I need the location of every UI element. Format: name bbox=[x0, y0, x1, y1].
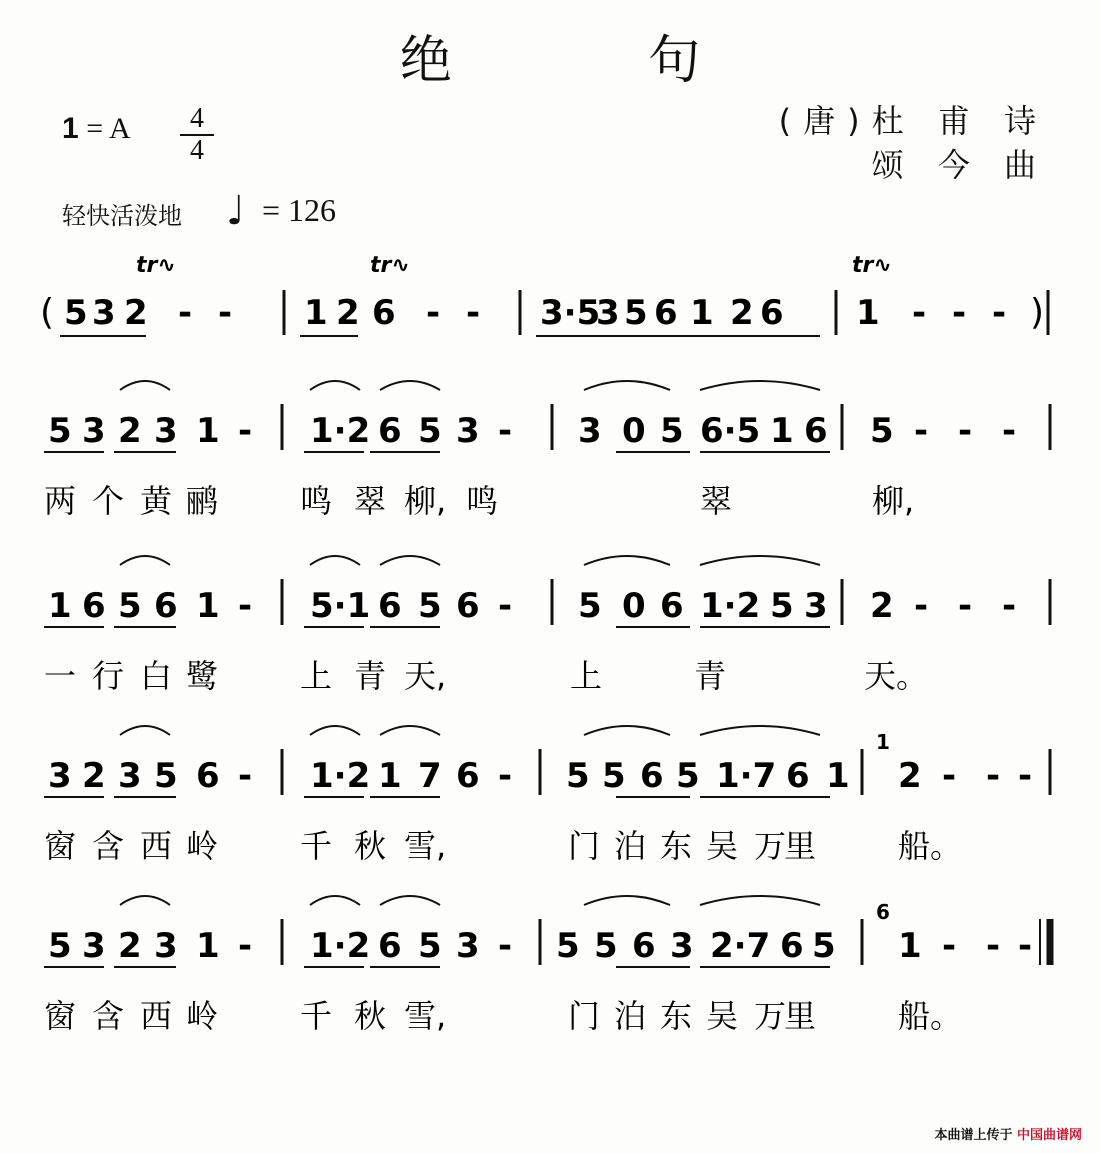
lyric-char: 两 bbox=[44, 482, 77, 520]
lyric-char: 里 bbox=[784, 997, 817, 1035]
slur bbox=[584, 726, 670, 735]
grace-note: 1 bbox=[876, 730, 890, 754]
composer-credit: 颂 今 曲 bbox=[871, 146, 1048, 184]
note: 5 bbox=[418, 926, 442, 966]
note: 2 bbox=[82, 756, 106, 796]
staff-line-3 bbox=[0, 715, 1100, 895]
lyric-char: 鸣 bbox=[466, 482, 499, 520]
note: 3 bbox=[48, 756, 72, 796]
lyric-char: 秋 bbox=[354, 997, 387, 1035]
note: - bbox=[238, 586, 253, 626]
intro-note: 6 bbox=[760, 293, 784, 333]
note: 1·2 bbox=[310, 926, 371, 966]
note: 5 bbox=[48, 411, 72, 451]
note: 5 bbox=[118, 586, 142, 626]
note: 3 bbox=[118, 756, 142, 796]
note: 3 bbox=[154, 411, 178, 451]
lyric-char: 鸣 bbox=[300, 482, 333, 520]
lyric-char: 上 bbox=[570, 657, 603, 695]
lyric-char: 上 bbox=[300, 657, 333, 695]
note: 5 bbox=[812, 926, 836, 966]
slur bbox=[700, 381, 820, 390]
note: 5 bbox=[154, 756, 178, 796]
note: 1 bbox=[826, 756, 850, 796]
note: 6 bbox=[640, 756, 664, 796]
note: 6·5 bbox=[700, 411, 761, 451]
note: 5 bbox=[566, 756, 590, 796]
slur bbox=[120, 726, 170, 735]
intro-note: 1 bbox=[304, 293, 328, 333]
slur bbox=[584, 556, 670, 565]
lyric-char: 鹭 bbox=[186, 657, 219, 695]
intro-note: 1 bbox=[856, 293, 880, 333]
note: 5 bbox=[578, 586, 602, 626]
lyric-char: 个 bbox=[92, 482, 125, 520]
intro-note: 6 bbox=[372, 293, 396, 333]
lyric-char: 吴 bbox=[706, 827, 739, 865]
lyric-char: 岭 bbox=[186, 827, 219, 865]
note: 0 bbox=[622, 411, 646, 451]
intro-staff bbox=[0, 240, 1100, 360]
note: 0 bbox=[622, 586, 646, 626]
note: 5 bbox=[418, 411, 442, 451]
intro-note: 5 bbox=[64, 293, 88, 333]
slur bbox=[310, 896, 360, 905]
lyric-char: 鹂 bbox=[186, 482, 219, 520]
note: 2 bbox=[898, 756, 922, 796]
lyric-char: 雪, bbox=[404, 827, 447, 865]
note: 1 bbox=[378, 756, 402, 796]
note: 5 bbox=[676, 756, 700, 796]
note: 3 bbox=[82, 926, 106, 966]
page-title: 绝 句 bbox=[399, 31, 791, 91]
note: 6 bbox=[660, 586, 684, 626]
lyric-char: 船。 bbox=[898, 827, 963, 865]
lyric-char: 含 bbox=[92, 997, 125, 1035]
note: 5 bbox=[556, 926, 580, 966]
note: - bbox=[1002, 586, 1017, 626]
note: 1·7 bbox=[716, 756, 777, 796]
slur bbox=[584, 896, 670, 905]
note: 3 bbox=[670, 926, 694, 966]
slur bbox=[310, 381, 360, 390]
note: 1 bbox=[770, 411, 794, 451]
intro-note: - bbox=[466, 293, 481, 333]
note: 5 bbox=[770, 586, 794, 626]
note: - bbox=[1018, 926, 1033, 966]
note: - bbox=[914, 411, 929, 451]
note: 3 bbox=[82, 411, 106, 451]
note: - bbox=[986, 756, 1001, 796]
footer-text: 本曲谱上传于 bbox=[934, 1128, 1013, 1143]
note: - bbox=[1002, 411, 1017, 451]
trill-mark: tr∿ bbox=[852, 253, 892, 278]
grace-note: 6 bbox=[876, 900, 890, 924]
trill-mark: tr∿ bbox=[136, 253, 176, 278]
note: 7 bbox=[418, 756, 442, 796]
note: 1 bbox=[196, 926, 220, 966]
key-signature bbox=[62, 112, 131, 146]
note: 1·2 bbox=[310, 756, 371, 796]
trill-mark: tr∿ bbox=[370, 253, 410, 278]
key-do: 1 bbox=[62, 112, 79, 145]
note: 6 bbox=[780, 926, 804, 966]
intro-open-paren: ( bbox=[40, 292, 55, 333]
note: - bbox=[986, 926, 1001, 966]
quarter-note-icon: ♩ bbox=[226, 188, 245, 234]
slur bbox=[310, 556, 360, 565]
time-top: 4 bbox=[190, 103, 204, 134]
site-logo: 中国曲谱网 bbox=[1016, 1128, 1082, 1143]
note: - bbox=[942, 756, 957, 796]
note: 1·2 bbox=[310, 411, 371, 451]
lyric-char: 翠 bbox=[354, 482, 387, 520]
intro-note: - bbox=[178, 293, 193, 333]
lyric-char: 门 bbox=[568, 827, 601, 865]
lyric-char: 东 bbox=[660, 997, 693, 1035]
note: 6 bbox=[632, 926, 656, 966]
note: 6 bbox=[378, 586, 402, 626]
note: 2 bbox=[870, 586, 894, 626]
note: 3 bbox=[154, 926, 178, 966]
note: - bbox=[498, 756, 513, 796]
note: 2·7 bbox=[710, 926, 771, 966]
note: 5·1 bbox=[310, 586, 371, 626]
intro-note: 1 bbox=[690, 293, 714, 333]
staff-line-2 bbox=[0, 545, 1100, 725]
note: - bbox=[498, 586, 513, 626]
slur bbox=[700, 556, 820, 565]
intro-note: 3·5 bbox=[540, 293, 601, 333]
note: 3 bbox=[456, 411, 480, 451]
lyric-char: 千 bbox=[300, 997, 333, 1035]
note: 6 bbox=[378, 411, 402, 451]
lyric-char: 窗 bbox=[44, 997, 77, 1035]
note: 5 bbox=[602, 756, 626, 796]
lyric-char: 行 bbox=[92, 657, 125, 695]
lyric-char: 万 bbox=[754, 827, 787, 865]
lyric-char: 泊 bbox=[614, 997, 647, 1035]
staff-line-4 bbox=[0, 885, 1100, 1065]
note: - bbox=[238, 411, 253, 451]
note: 5 bbox=[660, 411, 684, 451]
slur bbox=[700, 726, 820, 735]
lyric-char: 含 bbox=[92, 827, 125, 865]
note: 1 bbox=[898, 926, 922, 966]
note: 6 bbox=[154, 586, 178, 626]
note: 5 bbox=[594, 926, 618, 966]
note: 6 bbox=[786, 756, 810, 796]
intro-note: - bbox=[218, 293, 233, 333]
lyric-char: 万 bbox=[754, 997, 787, 1035]
note: 5 bbox=[870, 411, 894, 451]
slur bbox=[310, 726, 360, 735]
lyric-char: 里 bbox=[784, 827, 817, 865]
note: - bbox=[498, 411, 513, 451]
lyric-char: 天。 bbox=[864, 657, 929, 695]
lyric-char: 船。 bbox=[898, 997, 963, 1035]
intro-note: 5 bbox=[624, 293, 648, 333]
intro-note: 2 bbox=[730, 293, 754, 333]
intro-note: - bbox=[992, 293, 1007, 333]
note: - bbox=[942, 926, 957, 966]
lyric-char: 雪, bbox=[404, 997, 447, 1035]
lyric-char: 千 bbox=[300, 827, 333, 865]
slur bbox=[380, 381, 440, 390]
note: 6 bbox=[378, 926, 402, 966]
note: 5 bbox=[48, 926, 72, 966]
key-name: A bbox=[108, 112, 131, 145]
time-bottom: 4 bbox=[190, 135, 204, 166]
note: - bbox=[1018, 756, 1033, 796]
tempo-marking: 轻快活泼地 bbox=[62, 202, 182, 230]
note: 1 bbox=[196, 586, 220, 626]
intro-note: 3 bbox=[596, 293, 620, 333]
note: 1 bbox=[48, 586, 72, 626]
intro-note: 3 bbox=[92, 293, 116, 333]
lyric-char: 窗 bbox=[44, 827, 77, 865]
lyric-char: 东 bbox=[660, 827, 693, 865]
footer-credit bbox=[934, 1124, 1082, 1143]
note: 5 bbox=[418, 586, 442, 626]
intro-note: - bbox=[952, 293, 967, 333]
note: - bbox=[958, 411, 973, 451]
note: 2 bbox=[118, 411, 142, 451]
lyric-char: 西 bbox=[140, 827, 173, 865]
slur bbox=[584, 381, 670, 390]
note: 6 bbox=[82, 586, 106, 626]
lyric-char: 青 bbox=[354, 657, 387, 695]
lyric-char: 秋 bbox=[354, 827, 387, 865]
lyric-char: 柳, bbox=[404, 482, 447, 520]
lyric-char: 天, bbox=[404, 657, 447, 695]
poet-credit: (唐)杜 甫 诗 bbox=[778, 102, 1048, 140]
note: 2 bbox=[118, 926, 142, 966]
note: - bbox=[498, 926, 513, 966]
lyric-char: 岭 bbox=[186, 997, 219, 1035]
intro-close-paren: ) bbox=[1030, 292, 1045, 333]
intro-note: - bbox=[912, 293, 927, 333]
lyric-char: 泊 bbox=[614, 827, 647, 865]
note: 3 bbox=[804, 586, 828, 626]
lyric-char: 吴 bbox=[706, 997, 739, 1035]
intro-note: 2 bbox=[336, 293, 360, 333]
lyric-char: 黄 bbox=[140, 482, 173, 520]
lyric-char: 翠 bbox=[700, 482, 733, 520]
slur bbox=[380, 556, 440, 565]
note: 3 bbox=[578, 411, 602, 451]
lyric-char: 白 bbox=[140, 657, 173, 695]
note: 6 bbox=[804, 411, 828, 451]
slur bbox=[700, 896, 820, 905]
staff-line-1 bbox=[0, 370, 1100, 550]
note: 1 bbox=[196, 411, 220, 451]
tempo-value: = 126 bbox=[262, 192, 337, 228]
slur bbox=[120, 896, 170, 905]
note: 6 bbox=[196, 756, 220, 796]
lyric-char: 柳, bbox=[872, 482, 915, 520]
intro-notes bbox=[40, 253, 1048, 336]
note: 1·2 bbox=[700, 586, 761, 626]
intro-note: 6 bbox=[654, 293, 678, 333]
intro-note: - bbox=[426, 293, 441, 333]
intro-note: 2 bbox=[124, 293, 148, 333]
key-eq: = bbox=[86, 112, 104, 145]
note: - bbox=[238, 926, 253, 966]
lyric-char: 西 bbox=[140, 997, 173, 1035]
note: - bbox=[958, 586, 973, 626]
slur bbox=[380, 896, 440, 905]
lyric-char: 一 bbox=[44, 657, 77, 695]
lyric-char: 门 bbox=[568, 997, 601, 1035]
slur bbox=[380, 726, 440, 735]
time-signature bbox=[180, 103, 214, 166]
lyric-char: 青 bbox=[694, 657, 727, 695]
note: 3 bbox=[456, 926, 480, 966]
slur bbox=[120, 556, 170, 565]
note: 6 bbox=[456, 586, 480, 626]
note: - bbox=[914, 586, 929, 626]
note: - bbox=[238, 756, 253, 796]
slur bbox=[120, 381, 170, 390]
note: 6 bbox=[456, 756, 480, 796]
